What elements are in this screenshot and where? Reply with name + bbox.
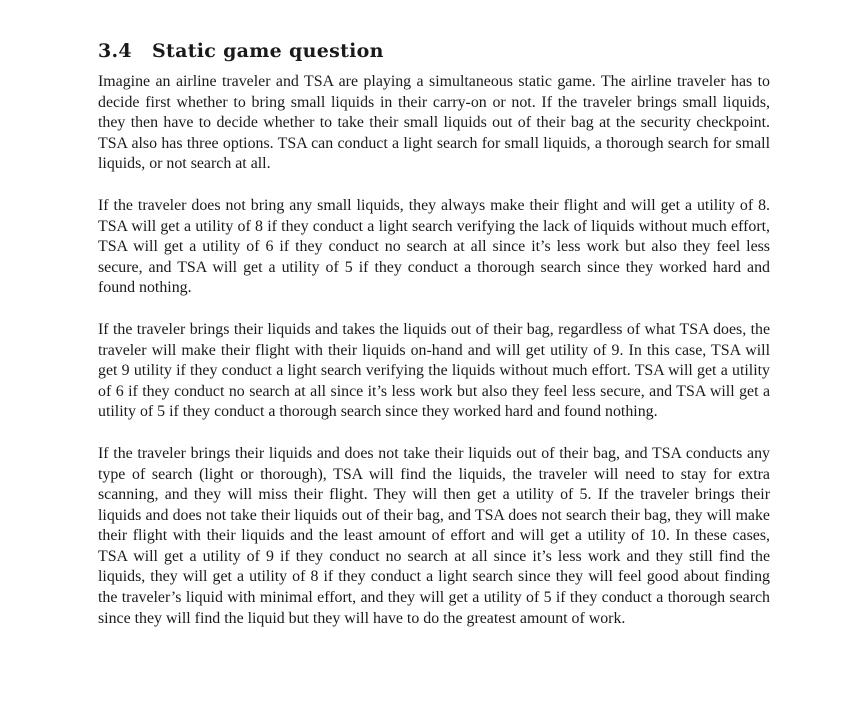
section-number: 3.4 (98, 40, 132, 62)
section-title: Static game question (152, 40, 384, 62)
paragraph-liquids-taken-out: If the traveler brings their liquids and takes the liquids out of their bag, regardless of what TSA does, the traveler will make their flight with their liquids on-hand and will get utility of 9. In this case, TSA will get 9 utility if they conduct a light search verifying the liquids without much effort. TSA will get a utility of 6 if they conduct no search at all since it’s less work but also they feel less secure, and TSA will get a utility of 5 if they conduct a thorough search since they worked hard and found nothing. (98, 320, 770, 421)
paragraph-liquids-left-in-bag: If the traveler brings their liquids and does not take their liquids out of their bag, and TSA conducts any type of search (light or thorough), TSA will find the liquids, the traveler will need to stay for extra scanning, and they will miss their flight. They will then get a utility of 5. If the traveler brings their liquids and does not take their liquids out of their bag, and TSA does not search their bag, they will make their flight with their liquids and the least amount of effort and will get a utility of 10. In these cases, TSA will get a utility of 9 if they conduct no search at all since it’s less work and they still find the liquids, they will get a utility of 8 if they conduct a light search since they will feel good about finding the traveler’s liquid with minimal effort, and they will get a utility of 5 if they conduct a thorough search since they will find the liquid but they will have to do the greatest amount of work. (98, 444, 770, 627)
document-page (98, 38, 770, 650)
paragraph-game-setup: Imagine an airline traveler and TSA are playing a simultaneous static game. The airline traveler has to decide first whether to bring small liquids in their carry-on or not. If the traveler brings small liquids, they then have to decide whether to take their small liquids out of their bag at the security checkpoint. TSA also has three options. TSA can conduct a light search for small liquids, a thorough search for small liquids, or not search at all. (98, 73, 770, 173)
paragraph-no-liquids: If the traveler does not bring any small liquids, they always make their flight and will get a utility of 8. TSA will get a utility of 8 if they conduct a light search verifying the lack of liquids without much effort, TSA will get a utility of 6 if they conduct no search at all since it’s less work but also they feel less secure, and TSA will get a utility of 5 if they conduct a thorough search since they worked hard and found nothing. (98, 196, 770, 297)
section-heading (98, 38, 770, 64)
